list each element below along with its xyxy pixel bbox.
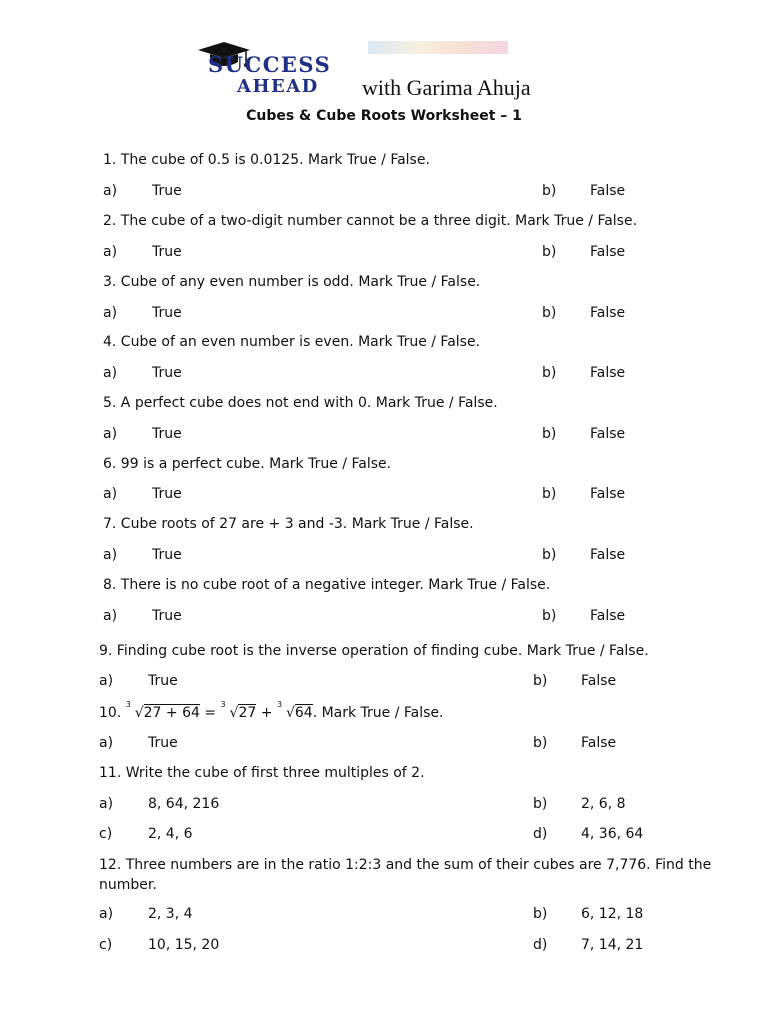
header: [0, 0, 768, 105]
option-label: a): [103, 365, 118, 381]
option-label: b): [533, 796, 548, 812]
question-12-line-2: number.: [99, 877, 157, 893]
option-label: a): [103, 486, 118, 502]
brand-line-2: AHEAD: [237, 76, 319, 97]
cube-root-27: 3 √27: [220, 700, 257, 721]
option-label: a): [103, 608, 118, 624]
option-label: d): [533, 937, 548, 953]
option-true[interactable]: True: [148, 735, 178, 751]
option-b[interactable]: 6, 12, 18: [581, 906, 644, 922]
option-true[interactable]: True: [152, 486, 182, 502]
option-true[interactable]: True: [152, 244, 182, 260]
option-false[interactable]: False: [590, 426, 626, 442]
option-label: a): [99, 673, 114, 689]
option-label: b): [542, 426, 557, 442]
option-label: b): [542, 305, 557, 321]
question-suffix: . Mark True / False.: [312, 705, 444, 721]
option-false[interactable]: False: [590, 547, 626, 563]
cube-root-expression: 3 √27 + 64: [125, 700, 200, 721]
option-false[interactable]: False: [590, 244, 626, 260]
option-label: b): [542, 365, 557, 381]
question-2: 2. The cube of a two-digit number cannot be a three digit. Mark True / False.: [103, 213, 638, 229]
option-label: b): [542, 608, 557, 624]
option-label: a): [99, 906, 114, 922]
question-9: 9. Finding cube root is the inverse operation of finding cube. Mark True / False.: [99, 643, 649, 659]
option-label: a): [99, 796, 114, 812]
worksheet-title: Cubes & Cube Roots Worksheet – 1: [246, 108, 522, 124]
question-1: 1. The cube of 0.5 is 0.0125. Mark True / False.: [103, 152, 430, 168]
option-label: b): [533, 673, 548, 689]
question-10: [99, 700, 444, 721]
question-8: 8. There is no cube root of a negative integer. Mark True / False.: [103, 577, 551, 593]
option-c[interactable]: 10, 15, 20: [148, 937, 220, 953]
option-false[interactable]: False: [590, 608, 626, 624]
brand-line-1: SUCCESS: [208, 52, 332, 77]
option-false[interactable]: False: [590, 365, 626, 381]
option-false[interactable]: False: [590, 183, 626, 199]
question-3: 3. Cube of any even number is odd. Mark True / False.: [103, 274, 481, 290]
decorative-banner: [368, 41, 508, 54]
question-7: 7. Cube roots of 27 are + 3 and -3. Mark True / False.: [103, 516, 474, 532]
plus-sign: +: [260, 705, 273, 721]
option-label: a): [103, 183, 118, 199]
question-4: 4. Cube of an even number is even. Mark True / False.: [103, 334, 481, 350]
option-b[interactable]: 2, 6, 8: [581, 796, 626, 812]
option-true[interactable]: True: [152, 183, 182, 199]
equals-sign: =: [204, 705, 217, 721]
option-label: c): [99, 826, 113, 842]
option-label: b): [542, 183, 557, 199]
option-label: b): [533, 735, 548, 751]
option-true[interactable]: True: [152, 547, 182, 563]
option-d[interactable]: 4, 36, 64: [581, 826, 644, 842]
question-5: 5. A perfect cube does not end with 0. Mark True / False.: [103, 395, 498, 411]
option-true[interactable]: True: [152, 305, 182, 321]
question-number: 10.: [99, 705, 122, 721]
option-true[interactable]: True: [152, 365, 182, 381]
question-12-line-1: 12. Three numbers are in the ratio 1:2:3 and the sum of their cubes are 7,776. Find the: [99, 857, 712, 873]
option-c[interactable]: 2, 4, 6: [148, 826, 193, 842]
option-label: c): [99, 937, 113, 953]
option-false[interactable]: False: [581, 735, 617, 751]
option-true[interactable]: True: [148, 673, 178, 689]
option-label: b): [542, 547, 557, 563]
option-true[interactable]: True: [152, 426, 182, 442]
option-false[interactable]: False: [590, 305, 626, 321]
option-a[interactable]: 2, 3, 4: [148, 906, 193, 922]
option-label: b): [542, 244, 557, 260]
option-true[interactable]: True: [152, 608, 182, 624]
option-false[interactable]: False: [581, 673, 617, 689]
option-label: b): [542, 486, 557, 502]
option-label: a): [103, 305, 118, 321]
option-label: a): [103, 426, 118, 442]
option-label: a): [103, 547, 118, 563]
cube-root-64: 3 √64: [276, 700, 313, 721]
option-label: a): [103, 244, 118, 260]
brand-byline: with Garima Ahuja: [362, 75, 531, 100]
question-6: 6. 99 is a perfect cube. Mark True / False.: [103, 456, 392, 472]
option-d[interactable]: 7, 14, 21: [581, 937, 644, 953]
option-label: d): [533, 826, 548, 842]
option-label: b): [533, 906, 548, 922]
option-label: a): [99, 735, 114, 751]
question-11: 11. Write the cube of first three multiples of 2.: [99, 765, 425, 781]
option-false[interactable]: False: [590, 486, 626, 502]
option-a[interactable]: 8, 64, 216: [148, 796, 220, 812]
